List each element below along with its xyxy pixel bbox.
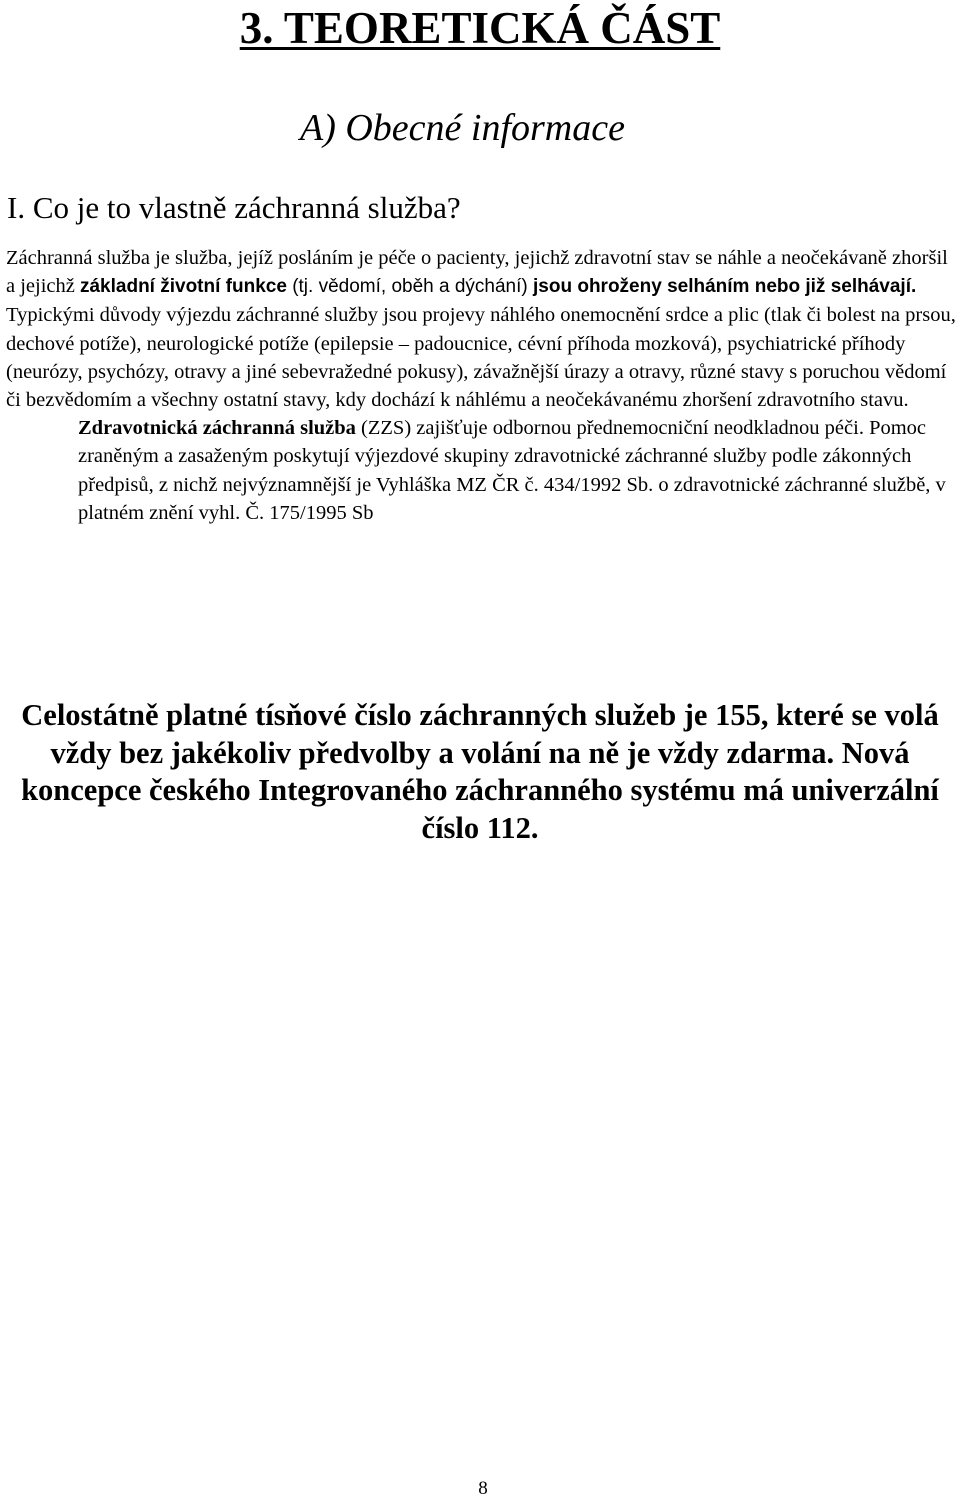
para2-text-1: (ZZS) zajišťuje odbornou přednemocniční neodkladnou péči. Pomoc zraněným a zasaženým poskytují výjezdové skupiny zdravotnické záchranné služby podle zákonných předpisů, z nichž nejvýznamnější je Vyhláška MZ ČR č. 434/1992 Sb. o zdravotnické záchranné službě, v platném znění vyhl. Č. 175/1995 Sb bbox=[78, 417, 946, 524]
chapter-heading-text: 3. TEORETICKÁ ČÁST bbox=[239, 3, 721, 53]
para1-text-2: (tj. vědomí, oběh a dýchání) bbox=[286, 276, 533, 298]
section-title: A) Obecné informace bbox=[300, 107, 625, 149]
para1-bold-2: jsou ohroženy selháním nebo již selhávají. bbox=[533, 276, 917, 298]
para1-text-3: Typickými důvody výjezdu záchranné služby jsou projevy náhlého onemocnění srdce a plic (tlak či bolest na prsou, dechové potíže), neurologické potíže (epilepsie – padoucnice, cévní příhoda mozková), psychiatrické příhody (neurózy, psychózy, otravy a jiné sebevražedné pokusy), závažnější úrazy a otravy, různé stavy s poruchou vědomí či bezvědomím a všechny ostatní stavy, kdy dochází k náhlému a neočekávanému zhoršení zdravotního stavu. bbox=[6, 304, 956, 412]
para2-bold-1: Zdravotnická záchranná služba bbox=[78, 417, 356, 440]
para1-text-1: Záchranná služba je služba, jejíž posláním je péče o pacienty, jejichž zdravotní stav se náhle a neočekávaně zhoršil a jejichž bbox=[6, 247, 948, 298]
paragraph-1 bbox=[6, 244, 958, 414]
page-number: 8 bbox=[478, 1478, 488, 1499]
body-text bbox=[6, 244, 958, 527]
subheading: I. Co je to vlastně záchranná služba? bbox=[7, 190, 461, 225]
para1-bold-1: základní životní funkce bbox=[79, 276, 287, 298]
emergency-number-notice: Celostátně platné tísňové číslo záchranných služeb je 155, které se volá vždy bez jakékoliv předvolby a volání na ně je vždy zdarma. Nová koncepce českého Integrovaného záchranného systému má univerzální číslo 112. bbox=[21, 698, 939, 845]
chapter-heading bbox=[0, 0, 960, 56]
paragraph-2 bbox=[6, 414, 958, 527]
